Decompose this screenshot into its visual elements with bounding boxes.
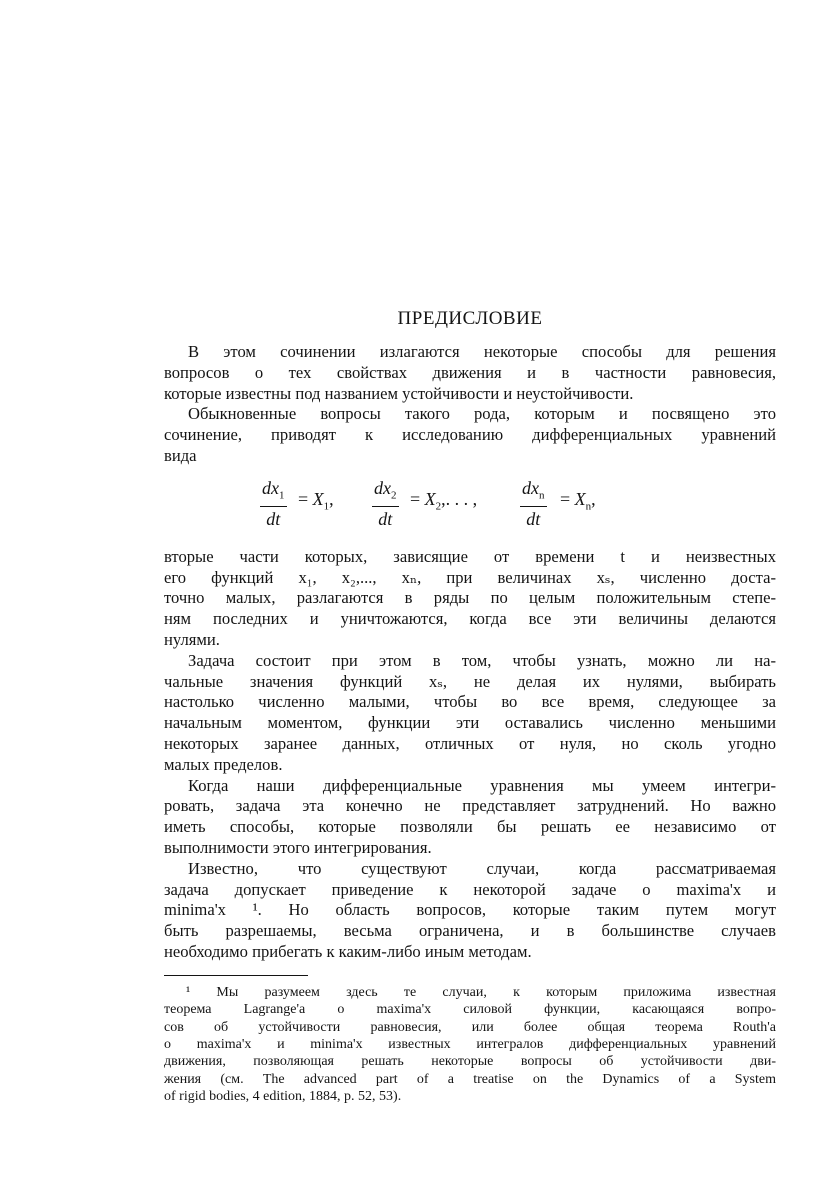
text-line: ням последних и уничтожаются, когда все эти величины делаются — [164, 609, 776, 629]
text-line: задача допускает приведение к некоторой задаче о maxima'x и — [164, 879, 776, 899]
footnote-divider — [164, 975, 308, 976]
text-line: чальные значения функций xₛ, не делая их нулями, выбирать — [164, 671, 776, 691]
fraction-dxn-dt — [520, 477, 547, 532]
footnote-line: движения, позволяющая решать некоторые вопросы об устойчивости дви- — [164, 1054, 776, 1070]
rhs-x1: = $X_1$, — [298, 488, 334, 513]
text-line: вида — [164, 445, 197, 465]
fraction-dx2-dt — [372, 477, 399, 532]
footnote — [164, 984, 776, 1106]
text-line: ровать, задача эта конечно не представляет затруднений. Но важно — [164, 796, 776, 816]
text-line: Обыкновенные вопросы такого рода, которым и посвящено это — [188, 404, 776, 424]
text-line: Когда наши дифференциальные уравнения мы умеем интегри- — [188, 775, 776, 795]
footnote-line: ¹ Мы разумеем здесь те случаи, к которым приложима известная — [186, 984, 776, 1000]
text-line: нулями. — [164, 629, 220, 649]
footnote-line: of rigid bodies, 4 edition, 1884, p. 52, 53). — [164, 1089, 402, 1105]
text-line: которые известны под названием устойчивости и неустойчивости. — [164, 383, 634, 403]
rhs-x2: = $X_2$,. . . , — [410, 488, 478, 513]
text-line: точно малых, разлагаются в ряды по целым положительным степе- — [164, 588, 776, 608]
fraction-numerator: $dx_1$ — [260, 477, 287, 508]
footnote-line: сов об устойчивости равновесия, или более общая теорема Routh'a — [164, 1019, 776, 1035]
text-line: необходимо прибегать к каким-либо иным методам. — [164, 941, 532, 961]
paragraph-6 — [164, 859, 776, 963]
text-line: быть разрешаемы, весьма ограничена, и в большинстве случаев — [164, 921, 776, 941]
page-title: ПРЕДИСЛОВИЕ — [397, 308, 543, 329]
text-line: иметь способы, которые позволяли бы решать ее независимо от — [164, 817, 776, 837]
page-content — [164, 306, 776, 1106]
paragraph-3 — [164, 547, 776, 651]
text-line: настолько численно малыми, чтобы во все время, следующее за — [164, 692, 776, 712]
text-line: вопросов о тех свойствах движения и в частности равновесия, — [164, 362, 776, 382]
fraction-dx1-dt — [260, 477, 287, 532]
text-line: Известно, что существуют случаи, когда рассматриваемая — [188, 858, 776, 878]
rhs-xn: = $X_n$, — [560, 488, 596, 513]
paragraph-2 — [164, 404, 776, 466]
footnote-line: о maxima'x и minima'x известных интегралов дифференциальных уравнений — [164, 1036, 776, 1052]
paragraph-4 — [164, 651, 776, 776]
fraction-denominator: dt — [526, 509, 541, 530]
text-line: некоторых заранее данных, отличных от нуля, но сколь угодно — [164, 733, 776, 753]
text-line: его функций x₁, x₂,..., xₙ, при величинах xₛ, численно доста- — [164, 567, 776, 587]
text-line: сочинение, приводят к исследованию дифференциальных уравнений — [164, 425, 776, 445]
text-line: вторые части которых, зависящие от времени t и неизвестных — [164, 546, 776, 566]
fraction-denominator: dt — [378, 509, 393, 530]
text-line: В этом сочинении излагаются некоторые способы для решения — [188, 342, 776, 361]
text-line: начальным моментом, функции эти оставались численно меньшими — [164, 713, 776, 733]
footnote-line: теорема Lagrange'a о maxima'x силовой функции, касающаяся вопро- — [164, 1002, 776, 1018]
differential-equations-formula — [164, 469, 776, 541]
text-line: выполнимости этого интегрирования. — [164, 837, 432, 857]
fraction-numerator: $dx_2$ — [372, 477, 399, 508]
paragraph-5 — [164, 776, 776, 859]
text-line: minima'x ¹. Но область вопросов, которые таким путем могут — [164, 900, 776, 920]
footnote-line: жения (см. The advanced part of a treatise on the Dynamics of a System — [164, 1071, 776, 1087]
text-line: малых пределов. — [164, 754, 283, 774]
fraction-numerator: $dx_n$ — [520, 477, 547, 508]
text-line: Задача состоит при этом в том, чтобы узнать, можно ли на- — [188, 650, 776, 670]
paragraph-1 — [164, 342, 776, 404]
fraction-denominator: dt — [266, 509, 281, 530]
